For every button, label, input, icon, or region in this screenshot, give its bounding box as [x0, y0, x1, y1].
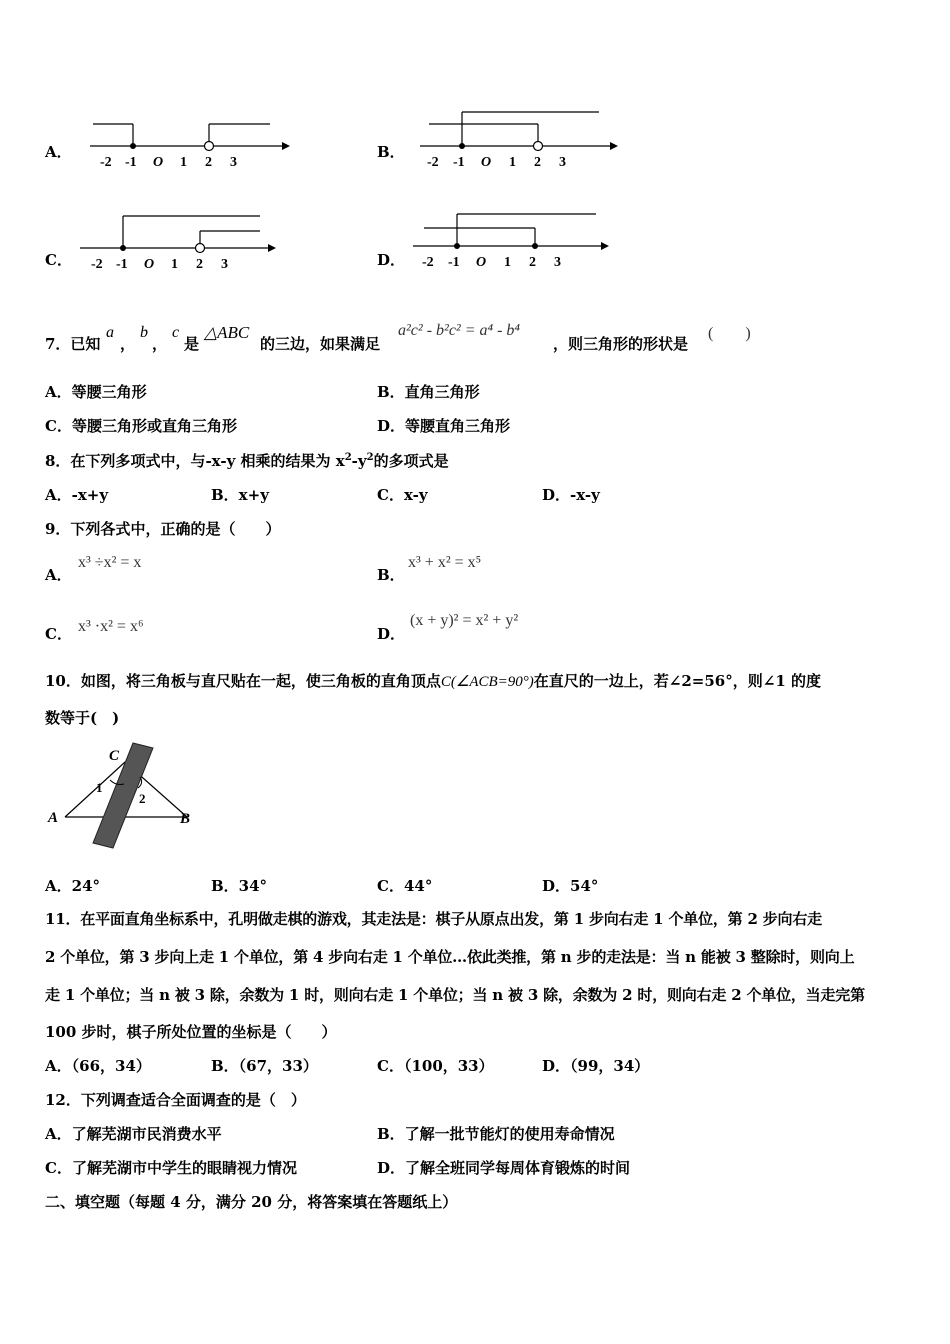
q10-option-d: D．54° [542, 877, 599, 895]
q7-option-b: B．直角三角形 [377, 383, 480, 401]
q11-option-c: C．（100，33） [377, 1057, 494, 1075]
q7-option-d: D．等腰直角三角形 [377, 417, 511, 435]
q9-option-c-label: C． [45, 625, 72, 643]
q11-option-b: B．（67，33） [211, 1057, 318, 1075]
q7-sep2: ， [152, 335, 168, 353]
q7-is: 是 [184, 335, 200, 353]
tick-label: O [153, 155, 164, 170]
q7-tail: ，则三角形的形状是 [553, 335, 689, 353]
tick-label: -1 [125, 155, 137, 170]
tick-label: -1 [453, 155, 465, 170]
q7-formula: a²c² - b²c² = a⁴ - b⁴ [398, 322, 520, 339]
point-c-label: C [109, 748, 120, 764]
angle-1-label: 1 [96, 780, 103, 795]
q12-option-d: D．了解全班同学每周体育锻炼的时间 [377, 1159, 631, 1177]
q11-stem-line3: 走 1 个单位；当 n 被 3 除，余数为 1 时，则向右走 1 个单位；当 n 被 3 除，余数为 2 时，则向右走 2 个单位，当走完第 [45, 986, 865, 1004]
q6-option-d-label: D． [377, 251, 406, 269]
q6-option-c-number-line [75, 205, 285, 280]
tick-label: 3 [230, 155, 237, 170]
q12-option-a: A．了解芜湖市民消费水平 [45, 1125, 222, 1143]
q9-option-a-label: A． [45, 566, 72, 584]
q10-option-b: B．34° [211, 877, 268, 895]
tick-label: 2 [534, 155, 541, 170]
tick-label: 2 [196, 257, 203, 272]
q10-figure [40, 740, 210, 855]
q10-option-a: A．24° [45, 877, 101, 895]
q8-option-c: C．x-y [377, 486, 428, 504]
q9-option-d-formula: (x + y)² = x² + y² [410, 612, 519, 629]
tick-label: -1 [448, 255, 460, 270]
q10-stem-line2: 数等于( ) [45, 709, 120, 727]
q9-option-d-label: D． [377, 625, 406, 643]
q10-stem-line1: 10．如图，将三角板与直尺贴在一起，使三角板的直角顶点C(∠ACB=90°)在直尺的一边上，若∠2=56°，则∠1 的度 [45, 672, 821, 690]
q6-option-a-number-line [85, 105, 295, 175]
q6-option-c-label: C． [45, 251, 72, 269]
q7-var-b: b [140, 324, 148, 341]
q7-sep1: ， [120, 335, 136, 353]
q8-option-b: B．x+y [211, 486, 269, 504]
tick-label: O [481, 155, 492, 170]
q11-stem-line2: 2 个单位，第 3 步向上走 1 个单位，第 4 步向右走 1 个单位…依此类推，第 n 步的走法是：当 n 能被 3 整除时，则向上 [45, 948, 855, 966]
section-2-title: 二、填空题（每题 4 分，满分 20 分，将答案填在答题纸上） [45, 1193, 458, 1211]
tick-label: 1 [509, 155, 516, 170]
tick-label: 2 [205, 155, 212, 170]
q6-option-d-number-line [408, 203, 618, 278]
q12-option-b: B．了解一批节能灯的使用寿命情况 [377, 1125, 615, 1143]
tick-label: -2 [91, 257, 103, 272]
point-b-label: B [180, 811, 191, 827]
point-a-label: A [48, 810, 59, 826]
q6-option-b-number-line [415, 100, 625, 175]
q8-option-a: A．-x+y [45, 486, 109, 504]
angle-2-label: 2 [139, 791, 146, 806]
q9-option-b-label: B． [377, 566, 405, 584]
q7-var-c: c [172, 324, 180, 341]
tick-label: -2 [100, 155, 112, 170]
q11-option-a: A．（66，34） [45, 1057, 151, 1075]
tick-label: 2 [529, 255, 536, 270]
q8-option-d: D．-x-y [542, 486, 600, 504]
q7-lead: 7．已知 [45, 335, 101, 353]
q6-option-a-label: A． [45, 143, 72, 161]
tick-label: -2 [422, 255, 434, 270]
tick-label: 3 [221, 257, 228, 272]
tick-label: 3 [559, 155, 566, 170]
q7-var-a: a [106, 324, 114, 341]
q9-option-a-formula: x³ ÷x² = x [78, 554, 142, 571]
q7-paren: ( ) [708, 325, 751, 342]
q7-triangle: △ABC [204, 323, 250, 342]
q8-stem: 8．在下列多项式中，与-x-y 相乘的结果为 $x^2-y^2$的多项式是 [45, 452, 449, 470]
q9-stem: 9．下列各式中，正确的是（ ） [45, 520, 281, 538]
q10-option-c: C．44° [377, 877, 433, 895]
tick-label: -2 [427, 155, 439, 170]
q11-stem-line4: 100 步时，棋子所处位置的坐标是（ ） [45, 1023, 337, 1041]
q7-mid: 的三边，如果满足 [260, 335, 381, 353]
q11-option-d: D．（99，34） [542, 1057, 650, 1075]
q7-option-a: A．等腰三角形 [45, 383, 147, 401]
tick-label: O [144, 257, 155, 272]
q9-option-c-formula: x³ ·x² = x⁶ [78, 618, 144, 635]
tick-label: 1 [171, 257, 178, 272]
q12-option-c: C．了解芜湖市中学生的眼睛视力情况 [45, 1159, 297, 1177]
tick-label: 3 [554, 255, 561, 270]
q7-option-c: C．等腰三角形或直角三角形 [45, 417, 237, 435]
q9-option-b-formula: x³ + x² = x⁵ [408, 554, 482, 571]
tick-label: 1 [504, 255, 511, 270]
tick-label: 1 [180, 155, 187, 170]
q6-option-b-label: B． [377, 143, 405, 161]
q12-stem: 12．下列调查适合全面调查的是（ ） [45, 1091, 306, 1109]
q11-stem-line1: 11．在平面直角坐标系中，孔明做走棋的游戏，其走法是：棋子从原点出发，第 1 步向右走 1 个单位，第 2 步向右走 [45, 910, 822, 928]
tick-label: O [476, 255, 487, 270]
tick-label: -1 [116, 257, 128, 272]
